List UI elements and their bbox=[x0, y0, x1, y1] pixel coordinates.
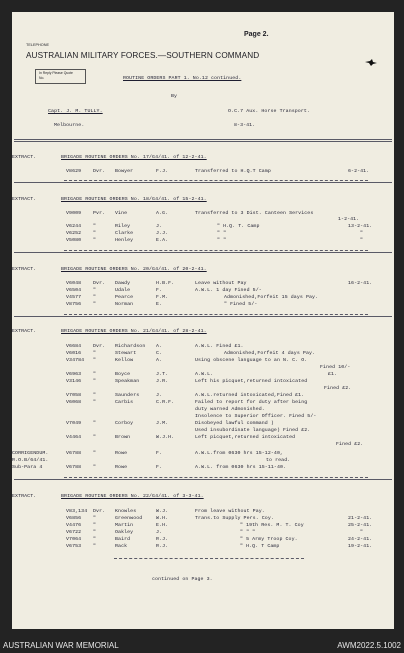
archive-footer bbox=[0, 637, 404, 653]
extract-reference: BRIGADE ROUTINE ORDERS No. 17/G4/41. of 12-2-41. bbox=[61, 155, 207, 160]
quote-box: In Reply Please Quote No. bbox=[35, 69, 86, 84]
archive-name: AUSTRALIAN WAR MEMORIAL bbox=[3, 641, 119, 650]
archive-reference: AWM2022.5.1002 bbox=[337, 641, 401, 650]
unit-name: O.C.7 Aux. Horse Transport. bbox=[228, 109, 310, 114]
extract-label: EXTRACT. bbox=[12, 329, 37, 334]
place: Melbourne. bbox=[54, 123, 85, 128]
orders-title: ROUTINE ORDERS PART 1. No.12 continued. bbox=[123, 76, 242, 81]
extract-label: EXTRACT. bbox=[12, 267, 37, 272]
letterhead-title: AUSTRALIAN MILITARY FORCES.—SOUTHERN COMMAND bbox=[26, 51, 260, 60]
by-label: By bbox=[171, 94, 178, 99]
order-date: 8-3-41. bbox=[234, 123, 256, 128]
ink-blot bbox=[364, 52, 378, 61]
extract-label: EXTRACT. bbox=[12, 494, 37, 499]
extract-label: EXTRACT. bbox=[12, 197, 37, 202]
extract-label: EXTRACT. bbox=[12, 155, 37, 160]
extract-reference: BRIGADE ROUTINE ORDERS No. 21/G4/41. of 28-2-41. bbox=[61, 329, 207, 334]
officer-name: Capt. J. M. TULLY. bbox=[48, 109, 103, 114]
page-number: Page 2. bbox=[244, 31, 269, 38]
extract-reference: BRIGADE ROUTINE ORDERS No. 20/G4/41. of 20-2-41. bbox=[61, 267, 207, 272]
document-page: Page 2. TELEPHONE AUSTRALIAN MILITARY FORCES.—SOUTHERN COMMAND In Reply Please Quote No. ROUTINE ORDERS PART 1. No.12 continued. By Capt. J. M. TULLY. O.C.7 Aux. Horse Transport. Melbourne. 8-3-41. EXTRACT. BRIGADE ROUTINE ORDERS No. 17/G4/41. of 12-2-41. V8629 Dvr. Bowyer F.J. Transferred to H.Q.T Camp 6-2-41. EXTRACT. BRIGADE ROUTINE ORDERS No. 18/G4/41. of 15-2-41. V9009 Pvr. Vine A.G. Transferred to 3 Dist. Canteen Services 1-2-41. V6244 " Riley J. " H.Q. T. Camp 13-2-41. V6252 " Clarke J.J. " " " V5080 " Henley E.A. " " " EXTRACT. BRIGADE ROUTINE ORDERS No. 20/G4/41. of 20-2-41. V6048 Dvr. Dawdy H.B.F. Leave without Pay 16-2-41. V6504 " Udale F. A.W.L. 1 day Fined 5/- V4577 " Pearce F.M. Admonished,Forfeit 15 days Pay. V8756 " Norman E. " Fined 5/- EXTRACT. BRIGADE ROUTINE ORDERS No. 21/G4/41. of 28-2-41. V6684 Dvr. Richardson A. A.W.L. Fined £1. V6016 " Stewart C. Admonished,Forfeit 4 days Pay. V34784 " Kellow A. Using obscene language to an N. C. O. Fined 10/- V6963 " Boyce J.T. A.W.L. £1. V3146 " Speakman J.R. Left his picquet,returned intoxicated Fined £2. V7058 " Saunders J. A.W.L.returned intoxicated,Fined £1. V6068 " Carbis C.R.F. Failed to report for duty after being duty warned Admonished. Insolence to Superior Officer. Fined 5/- V7049 " Corboy J.M. Disobeyed lawful command ) Used insubordinate language) Fined £2. V4464 " Brown W.J.H. Left picquet,returned intoxicated Fined £2. CORRIGENDUM. V6788 " Rowe F. A.W.L.from 0630 hrs 15-12-40, R.O.B/64/41. to read. Sub-Para 4 V6788 " Rowe F. A.W.L. from 0630 hrs 15-11-40. EXTRACT. BRIGADE ROUTINE ORDERS No. 22/G4/41. of 3-3-41. V83,134 Dvr. Knowles W.J. From leave without Pay. V6856 " Greenwood W.H. Trans.to Supply Pers. Coy. 21-2-41. V4476 " Martin E.H. " 19th Res. M. T. Coy 25-2-41. V6722 " Oakley J. " " " " V7064 " Baird R.J. " 5 Army Troop Coy. 24-2-41. V6753 " Rack R.J. " H.Q. T Camp 19-2-41. continued on Page 3. bbox=[12, 12, 394, 629]
continued-note: continued on Page 3. bbox=[152, 577, 213, 582]
telephone-label: TELEPHONE bbox=[26, 43, 49, 47]
extract-reference: BRIGADE ROUTINE ORDERS No. 22/G4/41. of 3-3-41. bbox=[61, 494, 204, 499]
extract-reference: BRIGADE ROUTINE ORDERS No. 18/G4/41. of 15-2-41. bbox=[61, 197, 207, 202]
